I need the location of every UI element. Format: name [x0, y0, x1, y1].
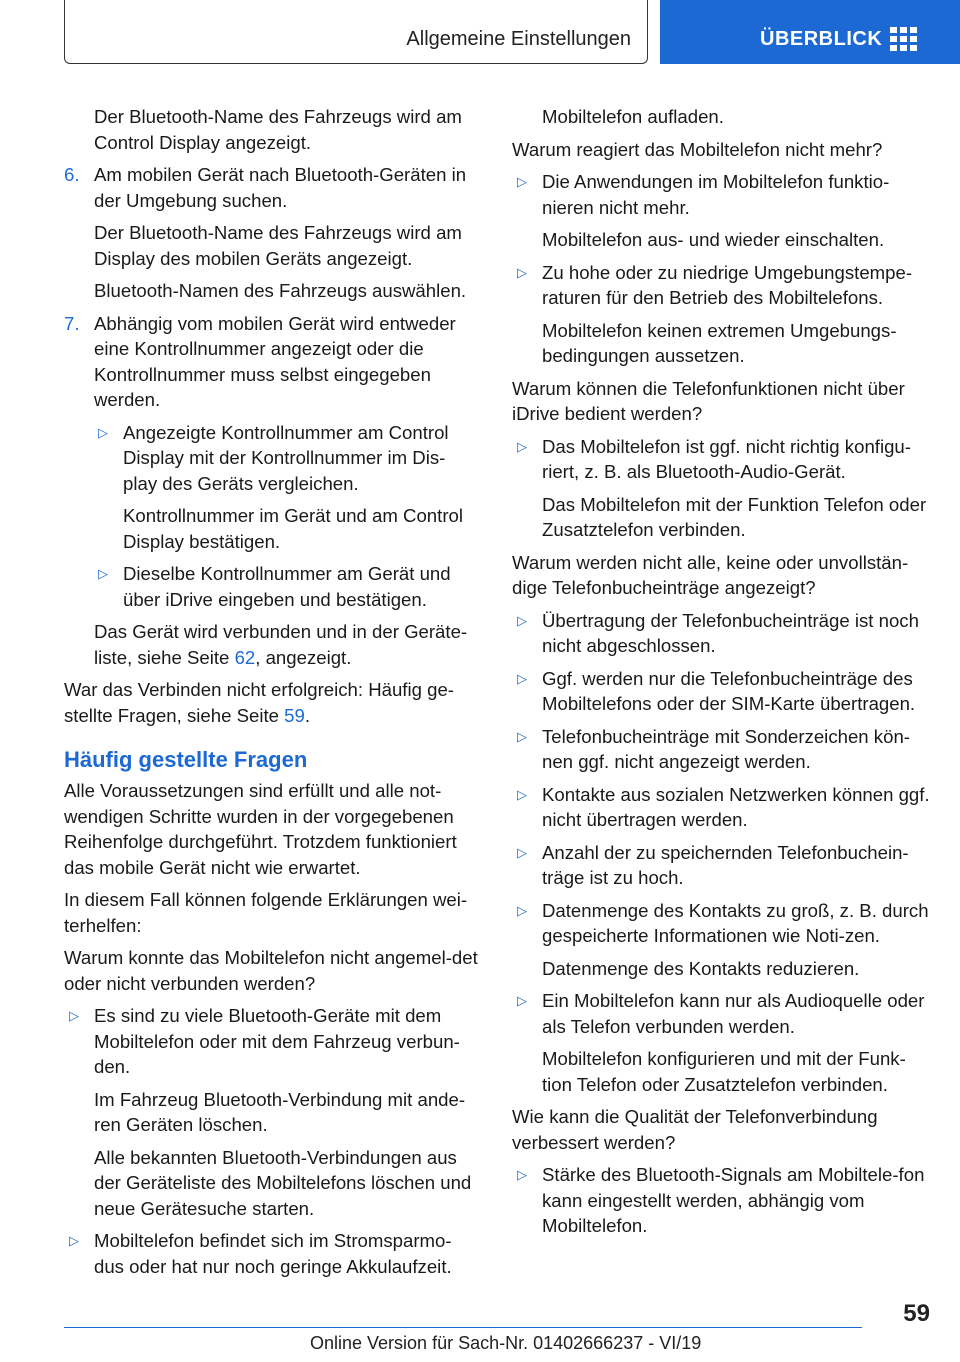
triangle-bullet-icon: ▷ [98, 566, 108, 581]
triangle-bullet-icon: ▷ [98, 424, 108, 440]
list-item [512, 666, 932, 717]
question: Wie kann die Qualität der Telefonverbindung verbessert werden? [512, 1106, 878, 1153]
grid-icon [890, 27, 917, 51]
step-6 [64, 162, 478, 213]
list-item-text: Kontakte aus sozialen Netzwerken können ggf. nicht übertragen werden. [542, 783, 930, 830]
list-item [512, 1162, 932, 1239]
paragraph: Bluetooth-Namen des Fahrzeugs auswählen. [94, 280, 467, 301]
paragraph: Alle bekannten Bluetooth-Verbindungen aus der Geräteliste des Mobiltelefons löschen und neue Gerätesuche starten. [94, 1146, 472, 1219]
paragraph: Mobiltelefon konfigurieren und mit der Funk-tion Telefon oder Zusatztelefon verbinden. [542, 1048, 906, 1095]
list-item-text: Übertragung der Telefonbucheinträge ist noch nicht abgeschlossen. [542, 609, 919, 656]
paragraph: Datenmenge des Kontakts reduzieren. [542, 957, 860, 979]
list-item-text: Datenmenge des Kontakts zu groß, z. B. durch gespeicherte Informationen wie Noti-zen. [542, 899, 929, 946]
paragraph: War das Verbinden nicht erfolgreich: Häufig ge-stellte Fragen, siehe Seite 59. [64, 679, 454, 726]
triangle-bullet-icon: ▷ [517, 264, 527, 280]
list-item [512, 260, 932, 311]
page-number: 59 [903, 1300, 930, 1327]
right-column [512, 104, 932, 1246]
list-item [512, 782, 932, 833]
paragraph: In diesem Fall können folgende Erklärungen wei-terhelfen: [64, 889, 468, 936]
list-item [512, 898, 932, 949]
list-item [512, 169, 932, 220]
footer-divider [64, 1327, 862, 1328]
list-item-text: Angezeigte Kontrollnummer am Control Display mit der Kontrollnummer im Dis-play des Geräts vergleichen. [123, 421, 449, 494]
list-item [512, 434, 932, 485]
list-item-text: Mobiltelefon befindet sich im Stromsparmo-dus oder hat nur noch geringe Akkulaufzeit. [94, 1230, 452, 1277]
list-item-text: Dieselbe Kontrollnummer am Gerät und über iDrive eingeben und bestätigen. [123, 563, 451, 610]
triangle-bullet-icon: ▷ [517, 902, 527, 918]
list-item [64, 1003, 478, 1080]
paragraph: Mobiltelefon keinen extremen Umgebungs-bedingungen aussetzen. [542, 319, 897, 366]
triangle-bullet-icon: ▷ [69, 1008, 79, 1023]
overview-tab-label: ÜBERBLICK [760, 28, 883, 50]
list-item-text: Zu hohe oder zu niedrige Umgebungstempe-raturen für den Betrieb des Mobiltelefons. [542, 261, 913, 308]
list-item-text: Es sind zu viele Bluetooth-Geräte mit dem Mobiltelefon oder mit dem Fahrzeug verbun-den. [94, 1005, 460, 1077]
question: Warum können die Telefonfunktionen nicht über iDrive bedient werden? [512, 377, 905, 424]
list-item-text: Ein Mobiltelefon kann nur als Audioquelle oder als Telefon verbunden werden. [542, 990, 925, 1037]
paragraph: Der Bluetooth-Name des Fahrzeugs wird am Control Display angezeigt. [94, 106, 462, 153]
paragraph: Alle Voraussetzungen sind erfüllt und alle not-wendigen Schritte wurden in der vorgegebenen Reihenfolge durchgeführt. Trotzdem funktioniert das mobile Gerät nicht wie erwartet. [64, 780, 457, 878]
question: Warum konnte das Mobiltelefon nicht angemel-det oder nicht verbunden werden? [64, 947, 478, 994]
left-column [64, 104, 478, 1286]
list-item-text: Anzahl der zu speichernden Telefonbuchein-träge ist zu hoch. [542, 841, 909, 888]
triangle-bullet-icon: ▷ [517, 844, 527, 860]
section-heading: Häufig gestellte Fragen [64, 747, 308, 772]
list-item [64, 420, 478, 497]
step-text: Abhängig vom mobilen Gerät wird entweder eine Kontrollnummer angezeigt oder die Kontrollnummer muss selbst eingegeben werden. [94, 312, 456, 410]
page-link[interactable]: 59 [284, 704, 305, 726]
triangle-bullet-icon: ▷ [69, 1233, 79, 1248]
triangle-bullet-icon: ▷ [517, 174, 527, 189]
triangle-bullet-icon: ▷ [517, 1167, 527, 1182]
triangle-bullet-icon: ▷ [517, 612, 527, 628]
triangle-bullet-icon: ▷ [517, 438, 527, 454]
list-item [64, 561, 478, 612]
list-item [512, 724, 932, 775]
header-section-box [64, 0, 648, 64]
overview-tab[interactable] [660, 0, 960, 64]
paragraph: Das Gerät wird verbunden und in der Geräte-liste, siehe Seite 62, angezeigt. [94, 621, 468, 668]
triangle-bullet-icon: ▷ [517, 728, 527, 744]
list-item [512, 840, 932, 891]
list-item [64, 1228, 478, 1279]
page-link[interactable]: 62 [234, 646, 256, 668]
list-item-text: Das Mobiltelefon ist ggf. nicht richtig konfigu-riert, z. B. als Bluetooth-Audio-Gerät. [542, 435, 911, 482]
paragraph: Mobiltelefon aus- und wieder einschalten. [542, 229, 885, 250]
paragraph: Das Mobiltelefon mit der Funktion Telefon oder Zusatztelefon verbinden. [542, 493, 927, 540]
footer-online-version: Online Version für Sach-Nr. 01402666237 - VI/19 [310, 1333, 702, 1353]
paragraph: Der Bluetooth-Name des Fahrzeugs wird am Display des mobilen Geräts angezeigt. [94, 222, 462, 269]
triangle-bullet-icon: ▷ [517, 993, 527, 1008]
step-text: Am mobilen Gerät nach Bluetooth-Geräten in der Umgebung suchen. [94, 164, 467, 211]
triangle-bullet-icon: ▷ [517, 670, 527, 686]
section-title: Allgemeine Einstellungen [406, 28, 631, 50]
step-7 [64, 311, 478, 413]
step-number: 6. [64, 164, 80, 185]
list-item-text: Die Anwendungen im Mobiltelefon funktio-nieren nicht mehr. [542, 171, 890, 218]
step-number: 7. [64, 312, 80, 334]
question: Warum reagiert das Mobiltelefon nicht mehr? [512, 138, 883, 160]
paragraph: Mobiltelefon aufladen. [542, 106, 724, 127]
paragraph: Im Fahrzeug Bluetooth-Verbindung mit ande-ren Geräten löschen. [94, 1088, 466, 1135]
question: Warum werden nicht alle, keine oder unvollstän-dige Telefonbucheinträge angezeigt? [512, 551, 909, 598]
paragraph: Kontrollnummer im Gerät und am Control Display bestätigen. [123, 505, 463, 552]
list-item [512, 608, 932, 659]
list-item-text: Stärke des Bluetooth-Signals am Mobiltele-fon kann eingestellt werden, abhängig vom Mobiltelefon. [542, 1164, 925, 1236]
list-item [512, 988, 932, 1039]
list-item-text: Telefonbucheinträge mit Sonderzeichen kön-nen ggf. nicht angezeigt werden. [542, 725, 910, 772]
list-item-text: Ggf. werden nur die Telefonbucheinträge des Mobiltelefons oder der SIM-Karte übertragen. [542, 667, 916, 714]
triangle-bullet-icon: ▷ [517, 786, 527, 802]
